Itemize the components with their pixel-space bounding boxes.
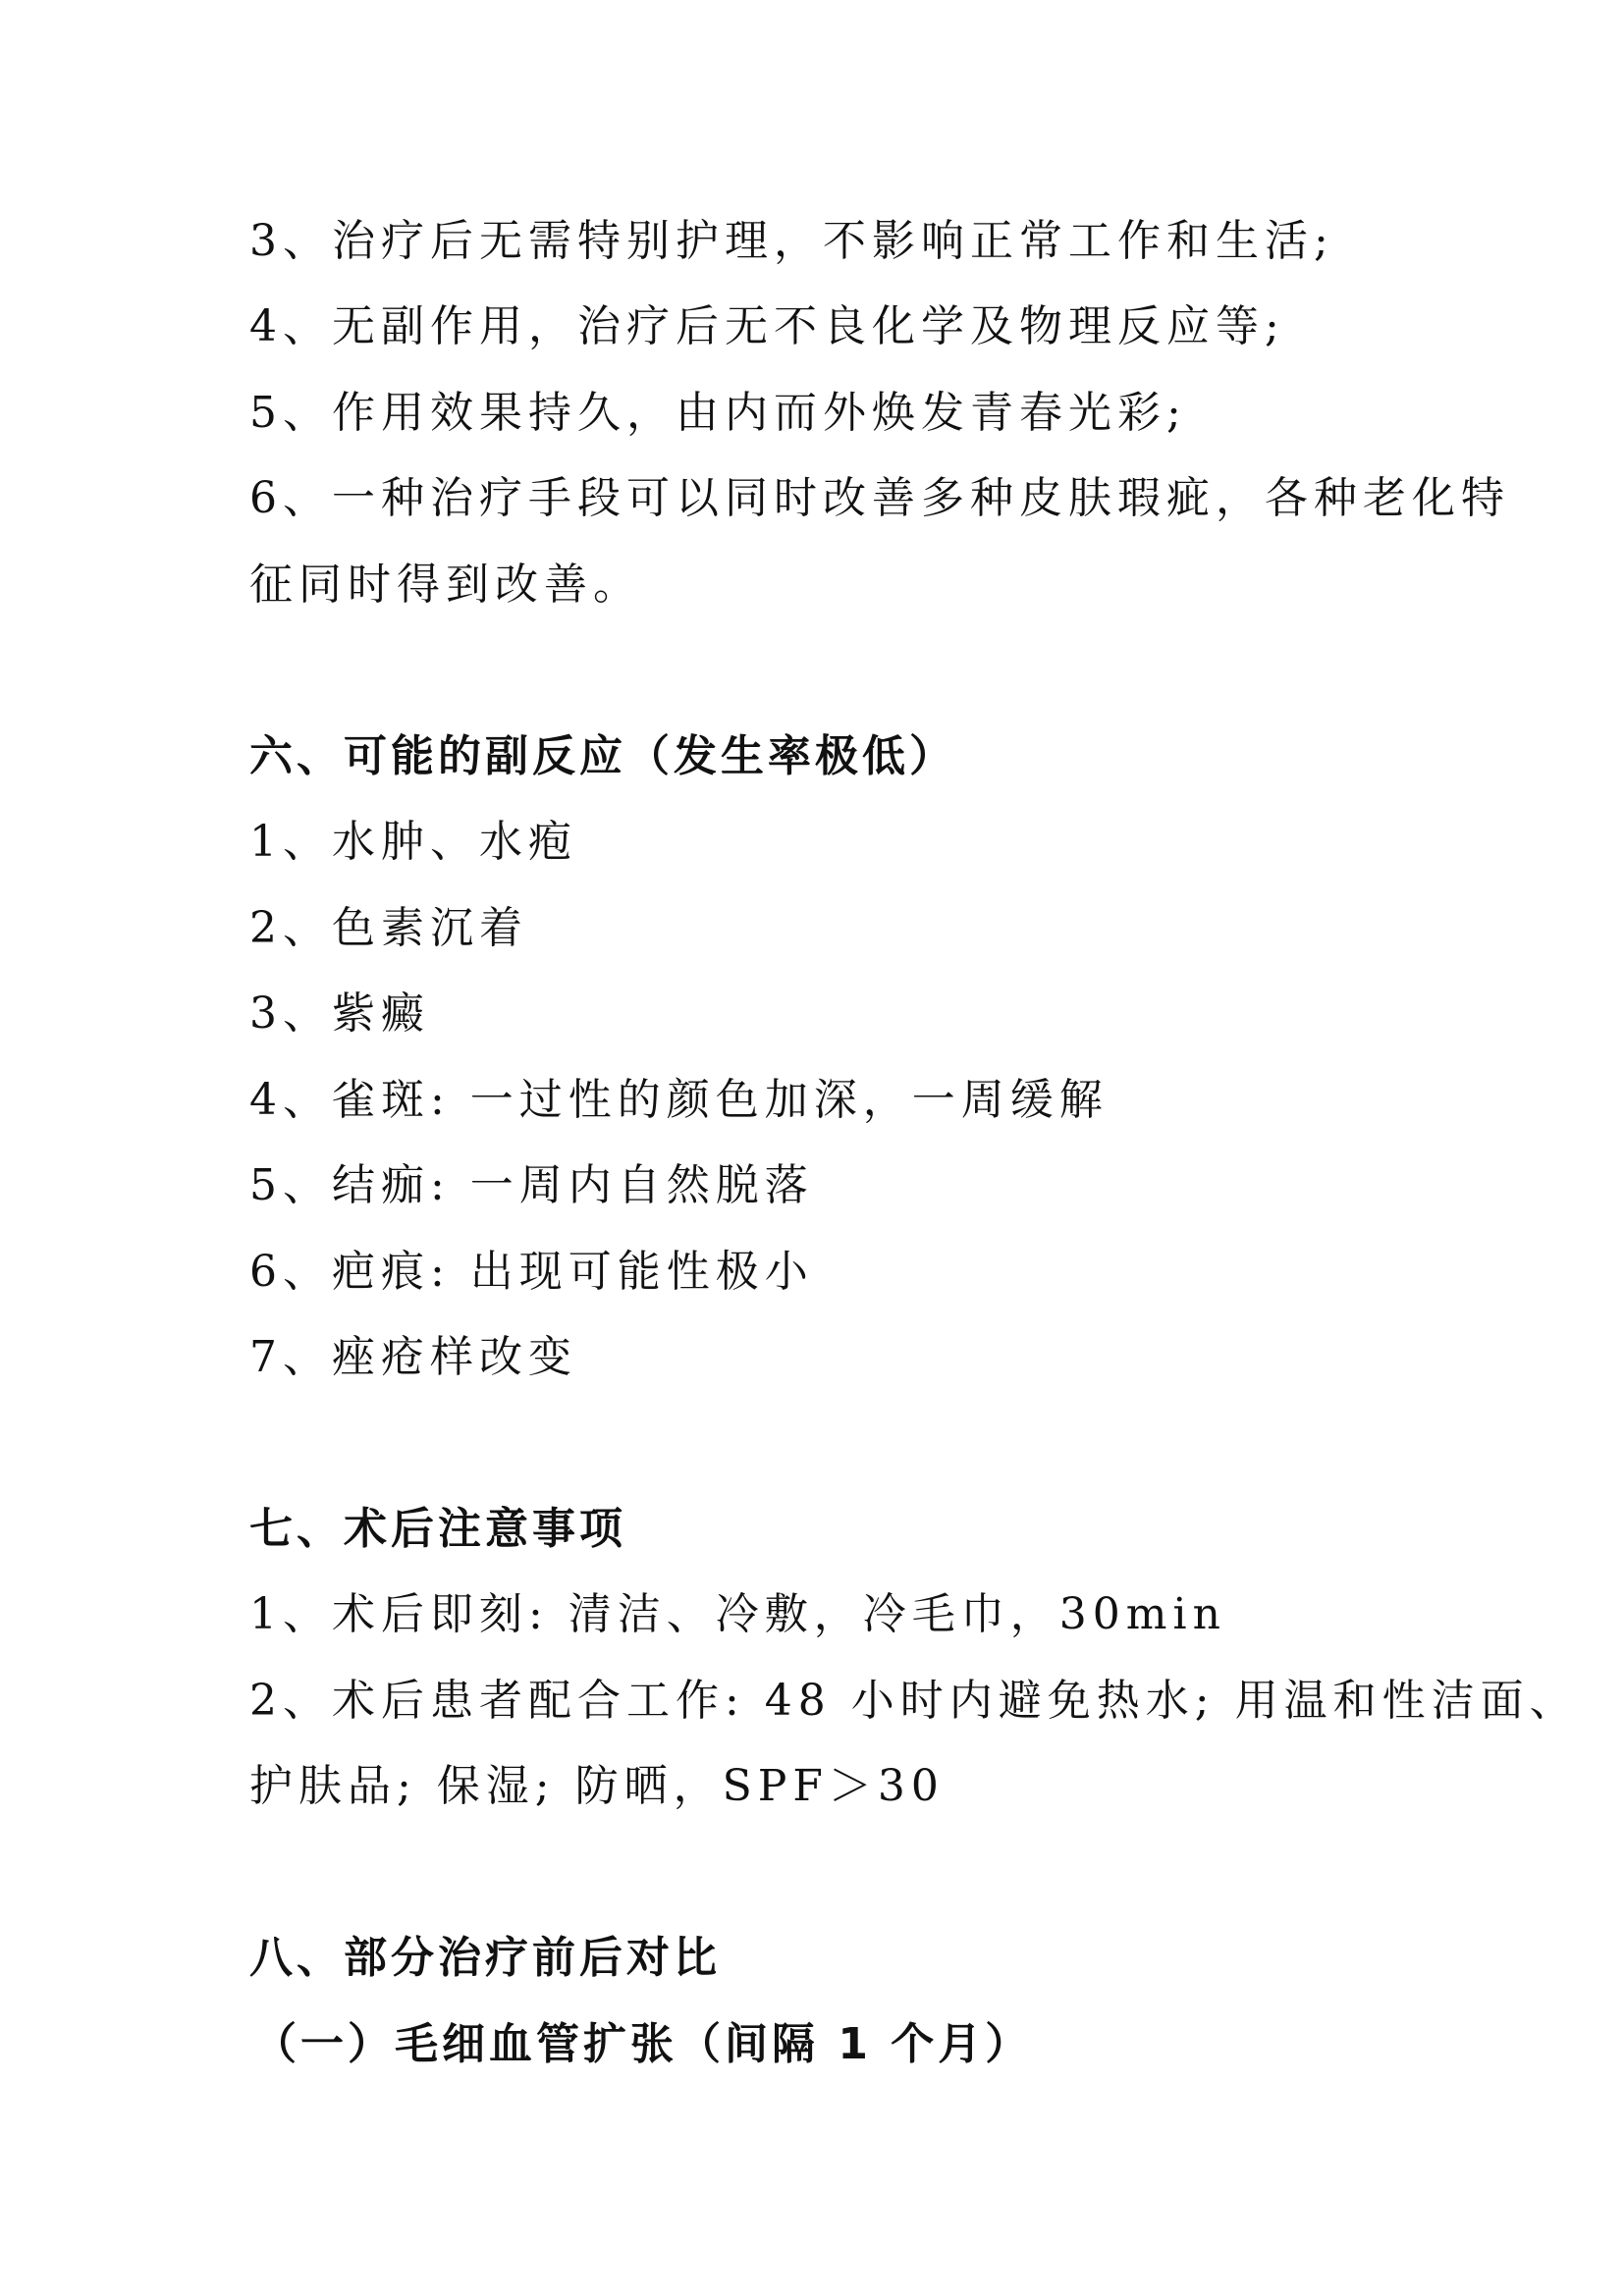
list-item-continuation: 护肤品; 保湿; 防晒，SPF＞30 bbox=[249, 1761, 945, 1811]
section-heading-comparison: 八、部分治疗前后对比 bbox=[249, 1933, 721, 1983]
list-item: 5、作用效果持久，由内而外焕发青春光彩; bbox=[249, 388, 1187, 438]
subsection-heading: （一）毛细血管扩张（间隔 1 个月） bbox=[253, 2019, 1033, 2069]
list-item-continuation: 征同时得到改善。 bbox=[249, 560, 642, 610]
list-item: 2、术后患者配合工作: 48 小时内避免热水; 用温和性洁面、 bbox=[249, 1676, 1579, 1726]
list-item: 7、痤疮样改变 bbox=[249, 1332, 577, 1382]
section-heading-side-effects: 六、可能的副反应（发生率极低） bbox=[249, 731, 956, 781]
list-item: 6、一种治疗手段可以同时改善多种皮肤瑕疵，各种老化特 bbox=[249, 473, 1510, 523]
list-item: 6、疤痕: 出现可能性极小 bbox=[249, 1247, 814, 1297]
list-item: 2、色素沉着 bbox=[249, 903, 528, 953]
list-item: 4、无副作用，治疗后无不良化学及物理反应等; bbox=[249, 301, 1285, 351]
section-heading-aftercare: 七、术后注意事项 bbox=[249, 1504, 626, 1554]
list-item: 3、紫癜 bbox=[249, 988, 430, 1039]
list-item: 3、治疗后无需特别护理，不影响正常工作和生活; bbox=[249, 216, 1334, 266]
list-item: 5、结痂: 一周内自然脱落 bbox=[249, 1160, 814, 1210]
list-item: 1、术后即刻: 清洁、冷敷，冷毛巾，30min bbox=[249, 1589, 1226, 1639]
list-item: 1、水肿、水疱 bbox=[249, 817, 577, 867]
list-item: 4、雀斑: 一过性的颜色加深，一周缓解 bbox=[249, 1075, 1109, 1125]
